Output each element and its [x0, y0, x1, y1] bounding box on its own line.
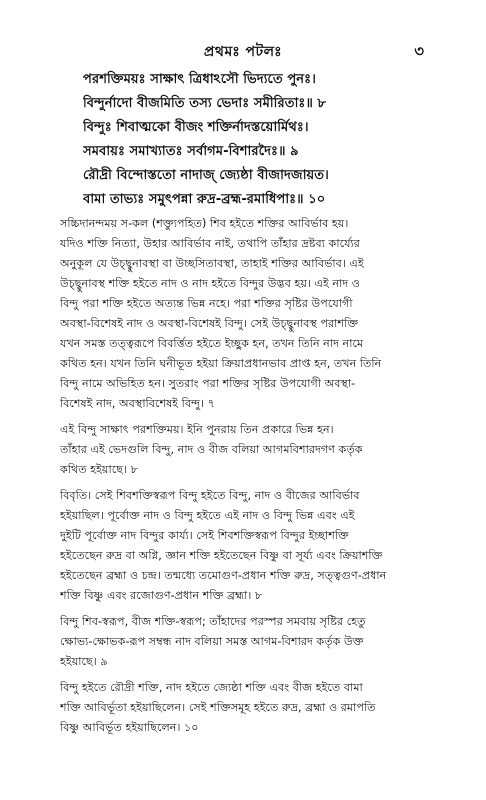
commentary-paragraph — [60, 486, 470, 606]
commentary-line: ক্ষোভ্য-ক্ষোভক-রূপ সম্বন্ধ নাদ বলিয়া সমস্ত আগম-বিশারদ কর্তৃক উক্ত — [60, 635, 364, 648]
commentary-line: বিশেষই নাদ, অবস্থাবিশেষই বিন্দু। ৭ — [60, 397, 215, 410]
verse-line: বিন্দুঃ শিবাত্মকো বীজং শক্তির্নাদস্তয়োর্মিথঃ। — [83, 120, 309, 135]
commentary-paragraph — [60, 612, 470, 672]
commentary-line: তাঁহার এই ভেদগুলি বিন্দু, নাদ ও বীজ বলিয়া আগমবিশারদগণ কর্তৃক — [60, 443, 363, 456]
verse-line: পরশক্তিময়ঃ সাক্ষাৎ ত্রিধাঽসৌ ভিদ্যতে পুনঃ। — [83, 72, 316, 87]
commentary-line: বিন্দু পরা শক্তি হইতে অত্যন্ত ভিন্ন নহে। পরা শক্তির সৃষ্টির উপযোগী — [60, 297, 353, 310]
commentary-line: বিবৃতি। সেই শিবশক্তিস্বরূপ বিন্দু হইতে বিন্দু, নাদ ও বীজের আবির্ভাব — [60, 489, 360, 502]
commentary-line: বিন্দু শিব-স্বরূপ, বীজ শক্তি-স্বরূপ; তাঁহাদের পরস্পর সমবায় সৃষ্টির হেতু — [60, 615, 366, 628]
commentary-line: শক্তি আবির্ভূতা হইয়াছিলেন। সেই শক্তিসমূহ হইতে রুদ্র, ব্রহ্মা ও রমাপতি — [60, 701, 376, 714]
commentary-line: হইতেছেন রুদ্র বা অগ্নি, জ্ঞান শক্তি হইতেছেন বিষ্ণু বা সূর্য্য এবং ক্রিয়াশক্তি — [60, 549, 383, 562]
verse-line: বিন্দুর্নাদো বীজমিতি তস্য ভেদাঃ সমীরিতাঃ॥ ৮ — [83, 96, 327, 111]
commentary-line: অনুকূল যে উচ্ছ্বুনাবস্থা বা উচ্ছসিতাবস্থা, তাহাই শক্তির আবির্ভাব। এই — [60, 257, 364, 270]
commentary-line: দুইটি পূর্বোক্ত নাদ বিন্দুর কার্য্য। সেই শিবশক্তিস্বরূপ বিন্দুর ইচ্ছাশক্তি — [60, 529, 349, 542]
page-header — [0, 40, 486, 62]
commentary-block — [60, 214, 470, 744]
verse-line: সমবায়ঃ সমাখ্যাতঃ সর্বাগম-বিশারদৈঃ॥ ৯ — [83, 144, 299, 159]
chapter-title: প্রথমঃ পটলঃ — [203, 44, 283, 60]
commentary-line: বিন্দু নামে অভিহিত হন। সুতরাং পরা শক্তির সৃষ্টির উপযোগী অবস্থা- — [60, 377, 356, 390]
verse-line: রৌদ্রী বিন্দোস্ততো নাদাজ্ জ্যেষ্ঠা বীজাদজায়ত। — [83, 168, 329, 183]
commentary-line: এই বিন্দু সাক্ষাৎ পরশক্তিময়। ইনি পুনরায় তিন প্রকারে ভিন্ন হন। — [60, 423, 334, 436]
commentary-line: কথিত হইয়াছে। ৮ — [60, 463, 138, 476]
commentary-line: হইতেছেন ব্রহ্মা ও চন্দ্র। তন্মধ্যে তমোগুণ-প্রধান শক্তি রুদ্র, সত্ত্বগুণ-প্রধান — [60, 569, 387, 582]
commentary-line: শক্তি বিষ্ণু এবং রজোগুণ-প্রধান শক্তি ব্রহ্মা। ৮ — [60, 589, 263, 602]
commentary-line: বিন্দু হইতে রৌদ্রী শক্তি, নাদ হইতে জ্যেষ্ঠা শক্তি এবং বীজ হইতে বামা — [60, 681, 363, 694]
verse-line: বামা তাভ্যঃ সমুৎপন্না রুদ্র-ব্রহ্ম-রমাধিপাঃ॥ ১০ — [83, 192, 326, 207]
commentary-paragraph — [60, 420, 470, 480]
commentary-line: অবস্থা-বিশেষই নাদ ও অবস্থা-বিশেষই বিন্দু। সেই উচ্ছ্বুনাবস্থ পরাশক্তি — [60, 317, 359, 330]
commentary-line: হইয়াছে। ৯ — [60, 655, 108, 668]
commentary-line: যখন সমস্ত তত্ত্বরূপে বিবর্ত্তিত হইতে ইচ্ছুক হন, তখন তিনি নাদ নামে — [60, 337, 364, 350]
page-number: ৩ — [414, 42, 424, 60]
commentary-paragraph — [60, 678, 470, 738]
commentary-line: হইয়াছিল। পূর্বোক্ত নাদ ও বিন্দু হইতে এই নাদ ও বিন্দু ভিন্ন এবং এই — [60, 509, 355, 522]
commentary-line: সচ্চিদানন্দময় স-কল (শক্ত্যুপহিত) শিব হইতে শক্তির আবির্ভাব হয়। — [60, 217, 349, 230]
sanskrit-verse-block — [83, 68, 463, 212]
commentary-line: যদিও শক্তি নিত্যা, উহার আবির্ভাব নাই, তথাপি তাঁহার দ্রষ্টব্য কার্য্যের — [60, 237, 360, 250]
commentary-line: উচ্ছ্বুনাবস্থ শক্তি হইতে নাদ ও নাদ হইতে বিন্দুর উদ্ভব হয়। এই নাদ ও — [60, 277, 361, 290]
commentary-line: কথিত হন। যখন তিনি ঘনীভূত হইয়া ক্রিয়াপ্রধানভাব প্রাপ্ত হন, তখন তিনি — [60, 357, 382, 370]
commentary-paragraph — [60, 214, 470, 414]
commentary-line: বিষ্ণু আবির্ভূত হইয়াছিলেন। ১০ — [60, 721, 199, 734]
